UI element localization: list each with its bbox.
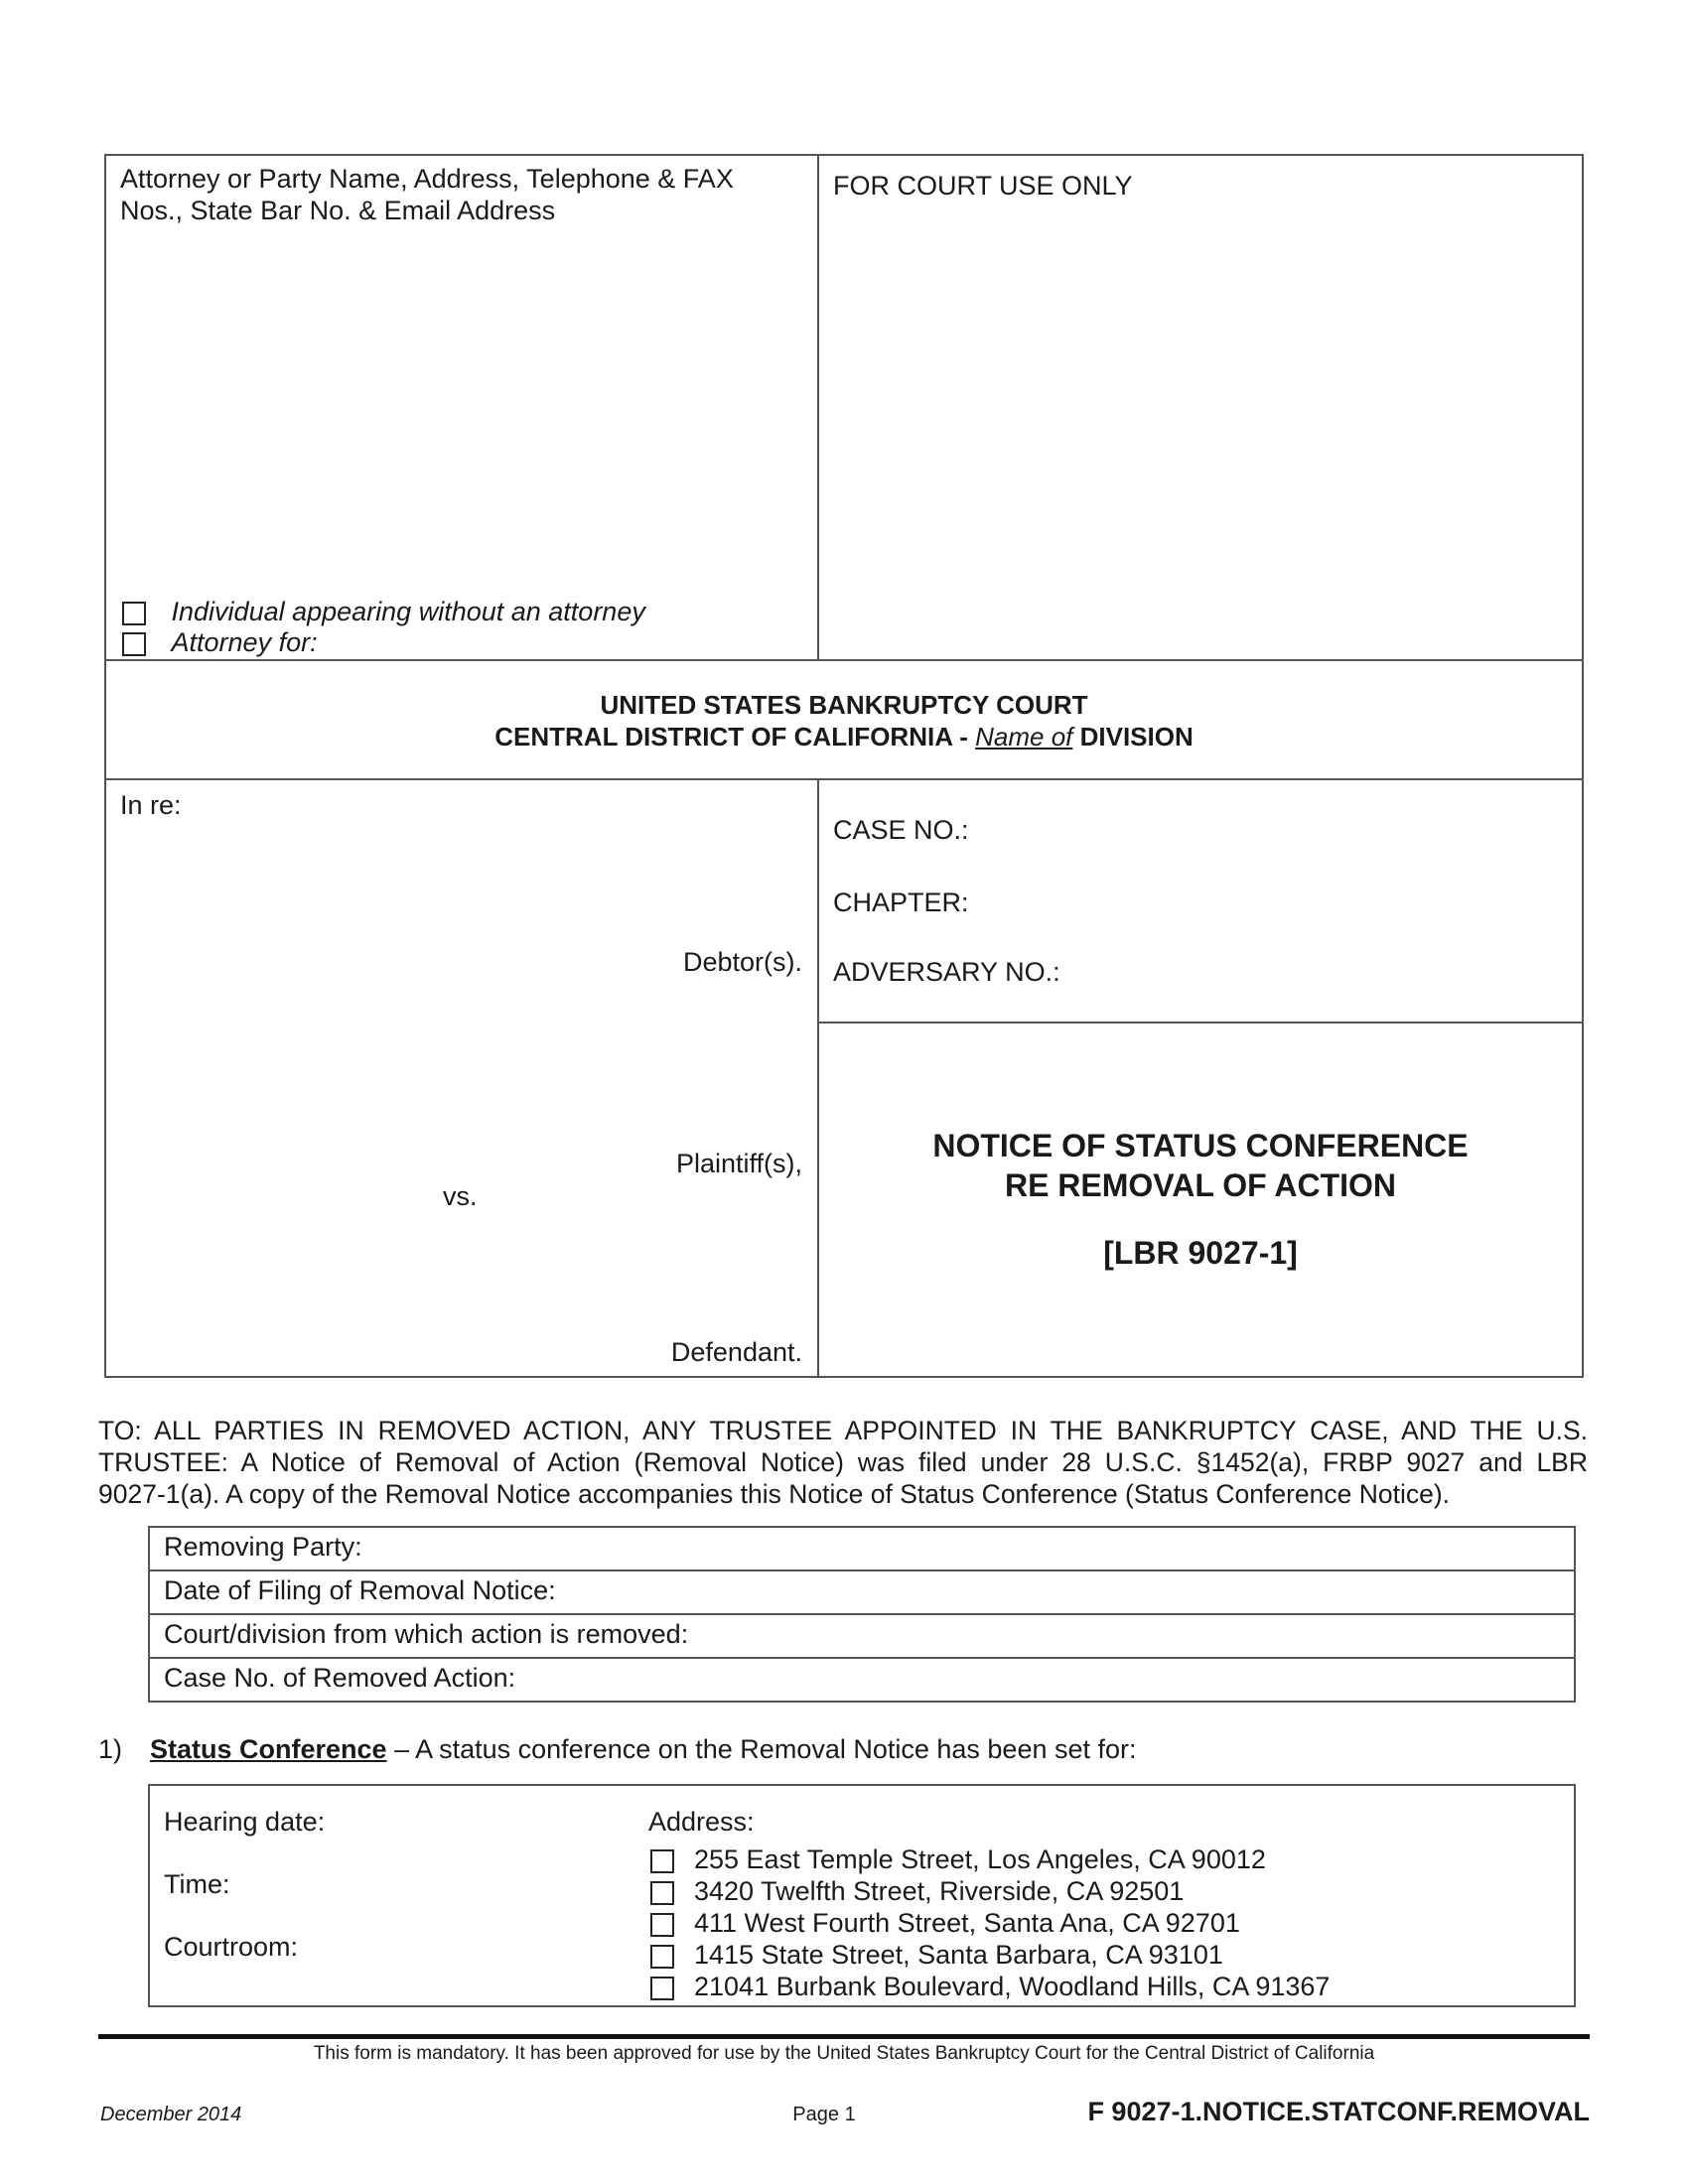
checkbox-row-individual[interactable] — [122, 597, 645, 626]
checkbox-individual[interactable] — [122, 602, 146, 625]
section1-text-row — [150, 1734, 1137, 1765]
address-checkbox[interactable] — [650, 1849, 674, 1873]
footer-form-id: F 9027-1.NOTICE.STATCONF.REMOVAL — [1087, 2097, 1590, 2126]
defendant-label: Defendant. — [670, 1337, 802, 1367]
title-line2: RE REMOVAL OF ACTION — [1004, 1167, 1397, 1203]
address-text: 21041 Burbank Boulevard, Woodland Hills, CA 91367 — [694, 1972, 1331, 2001]
address-option[interactable] — [650, 1875, 1330, 1907]
footer-mandatory: This form is mandatory. It has been approved for use by the United States Bankruptcy Court for the Central District of California — [313, 2043, 1375, 2064]
debtors-label: Debtor(s). — [682, 947, 802, 977]
address-options — [650, 1843, 1330, 2002]
address-label: Address: — [648, 1807, 755, 1837]
court-line1: UNITED STATES BANKRUPTCY COURT — [600, 690, 1088, 720]
footer-date: December 2014 — [100, 2104, 242, 2125]
section1-heading: Status Conference — [150, 1734, 387, 1764]
section1-number: 1) — [98, 1734, 123, 1764]
court-use-only: FOR COURT USE ONLY — [833, 171, 1133, 201]
caption-hline-title — [817, 1022, 1584, 1024]
in-re-label: In re: — [120, 790, 182, 820]
rule-reference: [LBR 9027-1] — [1103, 1235, 1298, 1271]
address-checkbox[interactable] — [650, 1977, 674, 2000]
case-no-label: CASE NO.: — [833, 815, 969, 845]
removal-table-rule-2 — [148, 1613, 1576, 1615]
removal-row-filing-date[interactable]: Date of Filing of Removal Notice: — [164, 1575, 556, 1605]
address-option[interactable] — [650, 1843, 1330, 1875]
intro-paragraph — [98, 1415, 1588, 1510]
intro-line1: TO: ALL PARTIES IN REMOVED ACTION, ANY TRUSTEE APPOINTED IN THE BANKRUPTCY CASE, AND THE U.S. — [98, 1416, 1588, 1445]
document-title — [817, 1126, 1584, 1205]
address-text: 411 West Fourth Street, Santa Ana, CA 92701 — [694, 1908, 1240, 1938]
plaintiffs-label: Plaintiff(s), — [675, 1149, 802, 1178]
caption-divider-top — [817, 154, 819, 660]
address-checkbox[interactable] — [650, 1913, 674, 1937]
title-line1: NOTICE OF STATUS CONFERENCE — [932, 1128, 1469, 1163]
checkbox-individual-label: Individual appearing without an attorney — [171, 597, 645, 626]
removal-table-rule-3 — [148, 1657, 1576, 1659]
checkbox-attorney-for-label: Attorney for: — [171, 627, 318, 657]
court-name-of: Name of — [975, 722, 1073, 751]
address-option[interactable] — [650, 1907, 1330, 1939]
caption-hline-court — [104, 659, 1584, 661]
removal-table-rule-1 — [148, 1570, 1576, 1571]
address-checkbox[interactable] — [650, 1881, 674, 1905]
checkbox-row-attorney-for[interactable] — [122, 627, 318, 657]
address-text: 3420 Twelfth Street, Riverside, CA 92501 — [694, 1876, 1185, 1906]
caption-hline-case — [104, 778, 1584, 780]
court-heading — [104, 689, 1584, 752]
caption-divider-bottom — [817, 778, 819, 1378]
removal-row-case-no[interactable]: Case No. of Removed Action: — [164, 1663, 516, 1693]
address-checkbox[interactable] — [650, 1945, 674, 1969]
attorney-label-line1: Attorney or Party Name, Address, Telephone & FAX — [120, 164, 734, 194]
chapter-label: CHAPTER: — [833, 887, 969, 917]
time-label: Time: — [164, 1869, 230, 1899]
address-text: 1415 State Street, Santa Barbara, CA 93101 — [694, 1940, 1223, 1970]
removal-row-removing-party[interactable]: Removing Party: — [164, 1532, 362, 1562]
vs-label: vs. — [443, 1181, 478, 1211]
court-line2: CENTRAL DISTRICT OF CALIFORNIA - Name of DIVISION — [494, 722, 1194, 751]
intro-line3: 9027-1(a). A copy of the Removal Notice accompanies this Notice of Status Conference (Status Conference Notice). — [98, 1479, 1451, 1509]
adversary-no-label: ADVERSARY NO.: — [833, 957, 1060, 987]
section1-text: – A status conference on the Removal Notice has been set for: — [386, 1734, 1137, 1764]
attorney-label — [120, 163, 805, 226]
intro-line2: TRUSTEE: A Notice of Removal of Action (Removal Notice) was filed under 28 U.S.C. §1452(a), FRBP 9027 and LBR — [98, 1447, 1588, 1477]
address-option[interactable] — [650, 1971, 1330, 2002]
footer-page: Page 1 — [792, 2104, 856, 2125]
checkbox-attorney-for[interactable] — [122, 632, 146, 656]
address-option[interactable] — [650, 1939, 1330, 1971]
attorney-label-line2: Nos., State Bar No. & Email Address — [120, 196, 556, 225]
hearing-date-label: Hearing date: — [164, 1807, 326, 1837]
address-text: 255 East Temple Street, Los Angeles, CA 90012 — [694, 1844, 1266, 1874]
removal-row-court-division[interactable]: Court/division from which action is removed: — [164, 1619, 689, 1649]
courtroom-label: Courtroom: — [164, 1932, 299, 1962]
footer-rule — [98, 2034, 1590, 2039]
